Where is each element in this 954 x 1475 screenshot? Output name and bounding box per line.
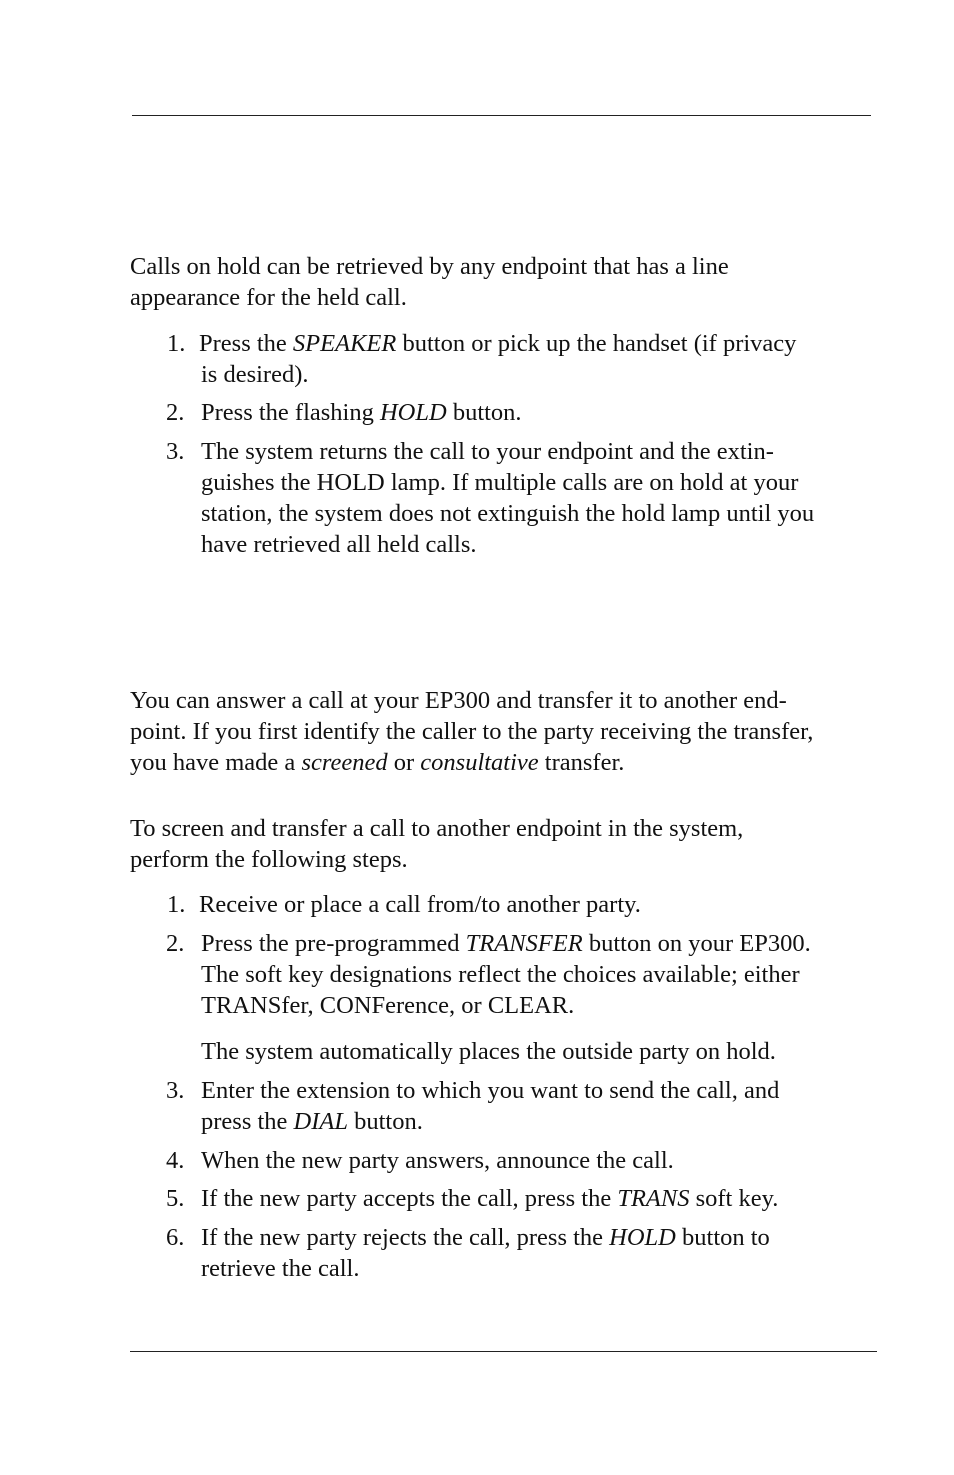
transfer-intro (130, 685, 870, 778)
step-number: 1. (167, 891, 186, 918)
step-line: TRANSfer, CONFerence, or CLEAR. (201, 992, 575, 1019)
transfer-intro-line: point. If you first identify the caller to the party receiving the transfer, (130, 718, 814, 745)
screen-intro (130, 813, 870, 875)
step-text (201, 436, 871, 560)
step-line: The system returns the call to your endpoint and the extin- (201, 438, 774, 465)
step-text (201, 1075, 871, 1137)
step-line: When the new party answers, announce the call. (201, 1147, 674, 1174)
step-line: Press the pre-programmed TRANSFER button on your EP300. (201, 930, 811, 957)
step-text (201, 1222, 871, 1284)
step-number: 2. (166, 399, 185, 426)
step-text (201, 928, 871, 1021)
step-line: The soft key designations reflect the choices available; either (201, 961, 800, 988)
step-number: 6. (166, 1224, 185, 1251)
step-text (201, 1036, 871, 1067)
step-text (201, 889, 871, 920)
step-number: 1. (167, 330, 186, 357)
transfer-intro-line: you have made a screened or consultative transfer. (130, 749, 625, 776)
step-line: guishes the HOLD lamp. If multiple calls are on hold at your (201, 469, 799, 496)
header-rule (132, 115, 871, 116)
step-line: If the new party rejects the call, press the HOLD button to (201, 1224, 770, 1251)
retrieve-intro-line: appearance for the held call. (130, 284, 407, 311)
step-number: 5. (166, 1185, 185, 1212)
step-line: retrieve the call. (201, 1255, 360, 1282)
step-number: 4. (166, 1147, 185, 1174)
screen-intro-line: To screen and transfer a call to another endpoint in the system, (130, 815, 744, 842)
step-text (201, 1145, 871, 1176)
step-line: Enter the extension to which you want to send the call, and (201, 1077, 780, 1104)
step-line: Press the flashing HOLD button. (201, 399, 522, 426)
step-text (201, 397, 871, 428)
step-line: If the new party accepts the call, press the TRANS soft key. (201, 1185, 779, 1212)
retrieve-intro (130, 251, 870, 313)
step-text (201, 328, 871, 390)
step-text (201, 1183, 871, 1214)
step-line: Receive or place a call from/to another party. (199, 891, 641, 918)
step-line: have retrieved all held calls. (201, 531, 477, 558)
screen-intro-line: perform the following steps. (130, 846, 408, 873)
step-number: 3. (166, 1077, 185, 1104)
step-number: 3. (166, 438, 185, 465)
step-line: The system automatically places the outside party on hold. (201, 1038, 776, 1065)
footer-rule (130, 1351, 877, 1352)
step-line: is desired). (201, 361, 309, 388)
step-line: press the DIAL button. (201, 1108, 423, 1135)
step-line: Press the SPEAKER button or pick up the handset (if privacy (199, 330, 797, 357)
transfer-intro-line: You can answer a call at your EP300 and transfer it to another end- (130, 687, 787, 714)
retrieve-intro-line: Calls on hold can be retrieved by any endpoint that has a line (130, 253, 729, 280)
step-number: 2. (166, 930, 185, 957)
step-line: station, the system does not extinguish the hold lamp until you (201, 500, 815, 527)
